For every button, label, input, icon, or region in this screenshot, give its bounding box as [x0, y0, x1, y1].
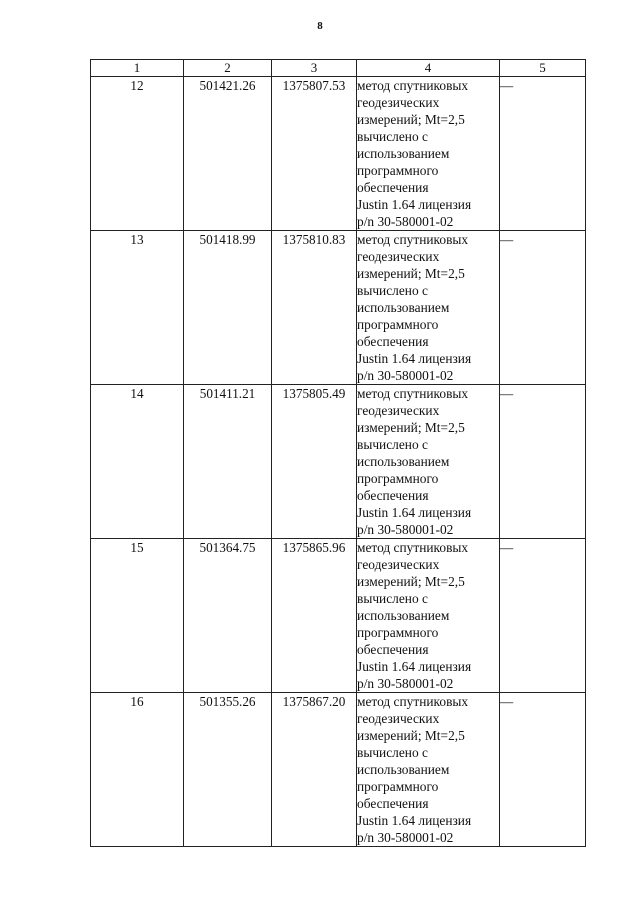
coordinate-y: 1375810.83: [272, 231, 357, 385]
coordinates-table: [90, 59, 586, 847]
coordinate-y: 1375865.96: [272, 539, 357, 693]
method-description: метод спутниковых геодезических измерений; Mt=2,5 вычислено с использованием программного обеспечения Justin 1.64 лицензия р/n 30-580001-02: [357, 385, 500, 539]
note-cell: —: [500, 539, 586, 693]
method-description: метод спутниковых геодезических измерений; Mt=2,5 вычислено с использованием программного обеспечения Justin 1.64 лицензия р/n 30-580001-02: [357, 539, 500, 693]
coordinate-x: 501364.75: [184, 539, 272, 693]
method-description: метод спутниковых геодезических измерений; Mt=2,5 вычислено с использованием программного обеспечения Justin 1.64 лицензия р/n 30-580001-02: [357, 231, 500, 385]
coordinate-x: 501355.26: [184, 693, 272, 847]
coordinate-y: 1375867.20: [272, 693, 357, 847]
note-cell: —: [500, 693, 586, 847]
coordinate-y: 1375807.53: [272, 77, 357, 231]
coordinate-x: 501418.99: [184, 231, 272, 385]
point-number: 13: [91, 231, 184, 385]
point-number: 12: [91, 77, 184, 231]
coordinate-y: 1375805.49: [272, 385, 357, 539]
note-cell: —: [500, 77, 586, 231]
point-number: 16: [91, 693, 184, 847]
note-cell: —: [500, 231, 586, 385]
column-header-2: 2: [184, 60, 272, 77]
column-header-5: 5: [500, 60, 586, 77]
table-row: [91, 231, 586, 385]
method-description: метод спутниковых геодезических измерений; Mt=2,5 вычислено с использованием программного обеспечения Justin 1.64 лицензия р/n 30-580001-02: [357, 693, 500, 847]
page-number: 8: [317, 20, 323, 32]
note-cell: —: [500, 385, 586, 539]
method-description: метод спутниковых геодезических измерений; Mt=2,5 вычислено с использованием программного обеспечения Justin 1.64 лицензия р/n 30-580001-02: [357, 77, 500, 231]
point-number: 15: [91, 539, 184, 693]
table-header-row: [91, 60, 586, 77]
coordinate-x: 501421.26: [184, 77, 272, 231]
point-number: 14: [91, 385, 184, 539]
table-row: [91, 539, 586, 693]
column-header-1: 1: [91, 60, 184, 77]
coordinate-x: 501411.21: [184, 385, 272, 539]
table-row: [91, 385, 586, 539]
column-header-3: 3: [272, 60, 357, 77]
table-row: [91, 77, 586, 231]
column-header-4: 4: [357, 60, 500, 77]
table-row: [91, 693, 586, 847]
